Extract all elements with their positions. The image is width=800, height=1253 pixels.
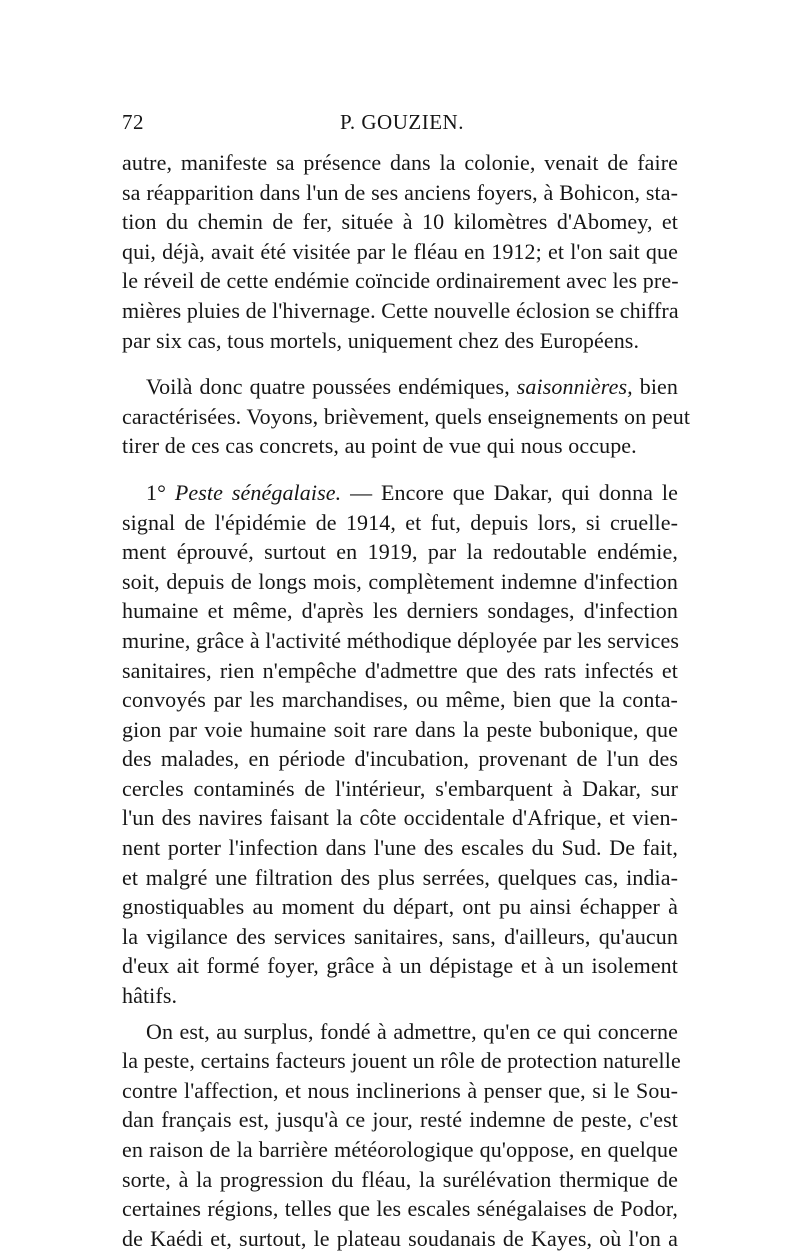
paragraph-1 [122, 148, 678, 355]
text-line: dan français est, jusqu'à ce jour, resté indemne de peste, c'est [122, 1107, 678, 1133]
text-line: soit, depuis de longs mois, complètement indemne d'infection [122, 568, 678, 594]
text-line: tion du chemin de fer, située à 10 kilomètres d'Abomey, et [122, 209, 678, 235]
text-line: qui, déjà, avait été visitée par le fléau en 1912; et l'on sait que [122, 238, 678, 264]
page-number: 72 [122, 110, 144, 134]
text-line: autre, manifeste sa présence dans la colonie, venait de faire [122, 150, 678, 175]
text-line: des malades, en période d'incubation, provenant de l'un des [122, 746, 678, 772]
text-line: tirer de ces cas concrets, au point de vue qui nous occupe. [122, 433, 637, 459]
text-line: murine, grâce à l'activité méthodique déployée par les services [122, 627, 679, 653]
text-line: nent porter l'infection dans l'une des escales du Sud. De fait, [122, 835, 678, 861]
text-line: contre l'affection, et nous inclinerions à penser que, si le Sou- [122, 1077, 678, 1103]
text-line: le réveil de cette endémie coïncide ordinairement avec les pre- [122, 268, 679, 294]
text-run: — Encore que Dakar, qui donna le [350, 479, 678, 505]
text-line: certaines régions, telles que les escales sénégalaises de Podor, [122, 1196, 678, 1222]
section-number: 1° [146, 479, 166, 505]
paragraph-gap [122, 461, 678, 478]
text-line: gnostiquables au moment du départ, ont pu ainsi échapper à [122, 894, 678, 920]
running-head: P. GOUZIEN. [340, 110, 464, 134]
text-line: ment éprouvé, surtout en 1919, par la redoutable endémie, [122, 539, 678, 565]
text-line: l'un des navires faisant la côte occidentale d'Afrique, et vien- [122, 805, 678, 831]
text-line: la vigilance des services sanitaires, sans, d'ailleurs, qu'aucun [122, 923, 678, 949]
text-line: la peste, certains facteurs jouent un rôle de protection naturelle [122, 1048, 681, 1074]
text-line: de Kaédi et, surtout, le plateau soudanais de Kayes, où l'on a [122, 1225, 678, 1251]
paragraph-2 [122, 372, 691, 461]
text-line: en raison de la barrière météorologique qu'oppose, en quelque [122, 1137, 678, 1162]
text-line: sa réapparition dans l'un de ses anciens foyers, à Bohicon, sta- [122, 179, 678, 205]
text-line: sorte, à la progression du fléau, la surélévation thermique de [122, 1166, 678, 1192]
section-heading: Peste sénégalaise. [174, 479, 342, 505]
text-run: bien [639, 374, 678, 400]
paragraph-3 [122, 478, 678, 1011]
text-line: On est, au surplus, fondé à admettre, qu'en ce qui concerne [146, 1018, 678, 1044]
text-line: humaine et même, d'après les derniers sondages, d'infection [122, 598, 678, 624]
text-line [122, 478, 678, 508]
text-line: caractérisées. Voyons, brièvement, quels enseignements on peut [122, 403, 691, 429]
text-line: par six cas, tous mortels, uniquement chez des Européens. [122, 327, 640, 353]
text-line: hâtifs. [122, 983, 178, 1009]
italic-term: saisonnières, [516, 374, 633, 400]
text-line [122, 372, 678, 402]
text-line: mières pluies de l'hivernage. Cette nouvelle éclosion se chiffra [122, 297, 679, 323]
text-line: et malgré une filtration des plus serrées, quelques cas, india- [122, 864, 678, 890]
page-header [122, 110, 682, 140]
text-line: signal de l'épidémie de 1914, et fut, depuis lors, si cruelle- [122, 509, 678, 535]
body-text [122, 148, 691, 1253]
text-line: d'eux ait formé foyer, grâce à un dépistage et à un isolement [122, 953, 678, 979]
text-run: Voilà donc quatre poussées endémiques, [146, 374, 510, 400]
paragraph-4 [122, 1017, 681, 1253]
text-line: convoyés par les marchandises, ou même, bien que la conta- [122, 687, 678, 713]
text-line: cercles contaminés de l'intérieur, s'embarquent à Dakar, sur [122, 775, 678, 801]
paragraph-gap [122, 355, 678, 372]
text-line: sanitaires, rien n'empêche d'admettre que des rats infectés et [122, 657, 678, 683]
text-line: gion par voie humaine soit rare dans la peste bubonique, que [122, 716, 678, 742]
